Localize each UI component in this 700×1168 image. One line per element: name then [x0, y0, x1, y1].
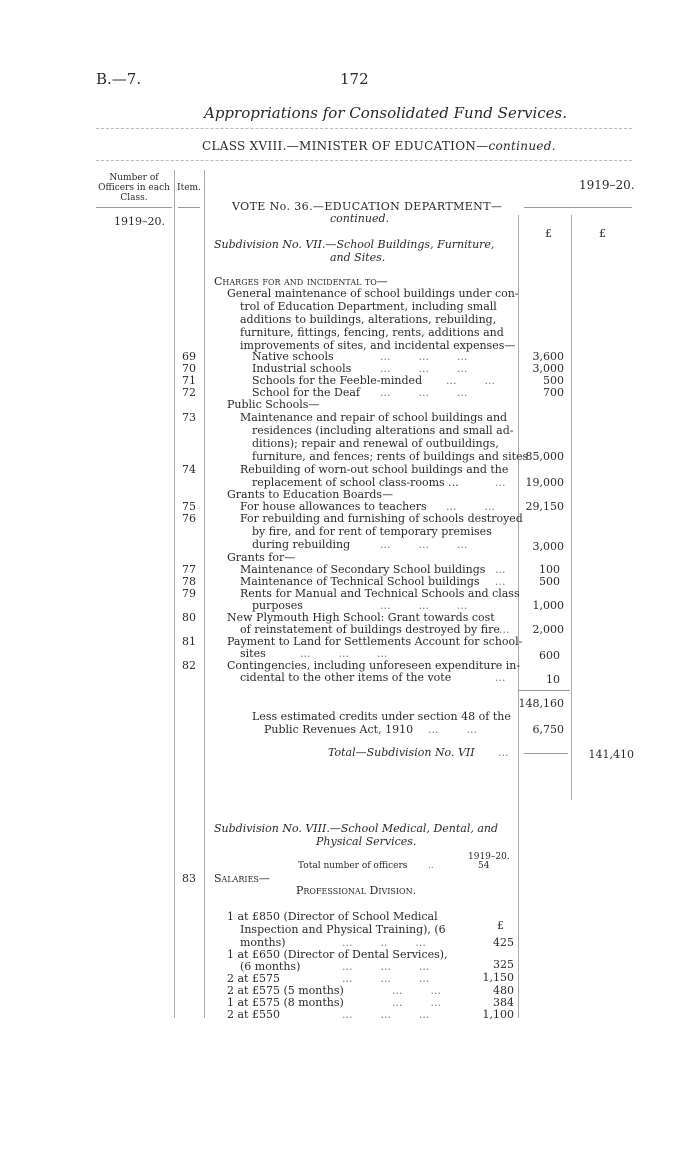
salary-line: 1 at £650 (Director of Dental Services), — [227, 948, 448, 961]
item-amount: 2,000 — [532, 623, 564, 636]
salary-line: Inspection and Physical Training), (6 — [240, 923, 446, 936]
leader-dots: ... ... ... — [380, 538, 468, 551]
salary-line: months) — [240, 936, 286, 949]
vote-title: VOTE No. 36.—EDUCATION DEPARTMENT— — [232, 200, 503, 213]
item-column-header: Item. — [177, 183, 201, 193]
leader-dots: ... — [495, 476, 506, 489]
page-title: Appropriations for Consolidated Fund Services. — [204, 104, 568, 122]
total-label: Total—Subdivision No. VII — [328, 746, 475, 759]
general-maintenance-line: additions to buildings, alterations, rebuilding, — [240, 313, 497, 326]
leader-dots: ... ... ... — [380, 599, 468, 612]
item-amount: 3,000 — [532, 362, 564, 375]
item-column-divider — [204, 170, 205, 1018]
officers-year-label: 1919–20. — [468, 852, 510, 862]
charges-heading: Charges for and incidental to— — [214, 275, 388, 288]
item-number: 81 — [182, 635, 196, 648]
salary-amount: 384 — [493, 996, 514, 1009]
leader-dots: ... ... ... — [380, 386, 468, 399]
general-maintenance-line: General maintenance of school buildings under con- — [227, 287, 519, 300]
leader-dots: ... — [498, 746, 509, 759]
item-text: Rebuilding of worn-out school buildings and the — [240, 463, 509, 476]
item-text: by fire, and for rent of temporary premises — [252, 525, 492, 538]
item-text: Payment to Land for Settlements Account for school- — [227, 635, 523, 648]
header-rule — [96, 128, 632, 129]
item-text: Maintenance of Technical School buildings — [240, 575, 480, 588]
less-credits-line: Public Revenues Act, 1910 — [264, 723, 414, 736]
salary-pound-sign: £ — [497, 919, 504, 932]
item-number: 83 — [182, 872, 196, 885]
class-rule — [96, 160, 632, 161]
salary-amount: 325 — [493, 958, 514, 971]
less-credits-line: Less estimated credits under section 48 of the — [252, 710, 511, 723]
amount-column-divider — [518, 215, 519, 1018]
item-text: Maintenance of Secondary School buildings — [240, 563, 486, 576]
item-text: of reinstatement of buildings destroyed by fire — [240, 623, 500, 636]
item-text: ditions); repair and renewal of outbuildings, — [252, 437, 499, 450]
subtotal-rule — [518, 690, 570, 691]
leader-dots: ... ... — [428, 723, 477, 736]
general-maintenance-line: furniture, fittings, fencing, rents, additions and — [240, 326, 504, 339]
officers-header-rule — [96, 207, 172, 208]
item-amount: 100 — [539, 563, 560, 576]
total-officers-label: Total number of officers — [298, 861, 408, 871]
item-text: Native schools — [252, 350, 334, 363]
leader-dots: ... ... ... — [342, 960, 430, 973]
less-credits-amount: 6,750 — [532, 723, 564, 736]
item-text: Rents for Manual and Technical Schools and class — [240, 587, 520, 600]
item-number: 75 — [182, 500, 196, 513]
item-number: 69 — [182, 350, 196, 363]
grants-for-heading: Grants for— — [227, 551, 296, 564]
leader-dots: ... — [495, 575, 506, 588]
year-column-header: 1919–20. — [579, 178, 635, 192]
item-text: purposes — [252, 599, 303, 612]
item-text: cidental to the other items of the vote — [240, 671, 452, 684]
item-number: 74 — [182, 463, 196, 476]
total-amount: 141,410 — [588, 748, 634, 761]
item-number: 70 — [182, 362, 196, 375]
subtotal-amount: 148,160 — [518, 697, 564, 710]
item-number: 73 — [182, 411, 196, 424]
salary-line: (6 months) — [240, 960, 301, 973]
item-number: 79 — [182, 587, 196, 600]
subdivision-8-title: Subdivision No. VIII.—School Medical, Dental, and — [214, 822, 499, 835]
total-column-divider — [571, 215, 572, 800]
general-maintenance-line: improvements of sites, and incidental expenses— — [240, 339, 516, 352]
item-amount: 29,150 — [525, 500, 564, 513]
item-number: 80 — [182, 611, 196, 624]
leader-dots: ... ... ... — [300, 647, 388, 660]
salary-line: 1 at £575 (8 months) — [227, 996, 344, 1009]
officers-column-divider — [174, 170, 175, 1018]
vote-continued: continued. — [330, 212, 390, 225]
year-header-rule — [524, 207, 632, 208]
total-rule — [524, 753, 568, 754]
item-text: furniture, and fences; rents of buildings and sites — [252, 450, 529, 463]
item-number: 77 — [182, 563, 196, 576]
salary-line: 1 at £850 (Director of School Medical — [227, 910, 438, 923]
leader-dots: ... ... ... — [380, 362, 468, 375]
item-text: residences (including alterations and small ad- — [252, 424, 514, 437]
item-number: 72 — [182, 386, 196, 399]
salaries-heading: Salaries— — [214, 872, 270, 885]
public-schools-heading: Public Schools— — [227, 398, 320, 411]
item-header-rule — [178, 207, 200, 208]
class-title: CLASS XVIII.—MINISTER OF EDUCATION—continued. — [202, 139, 556, 153]
leader-dots: ... ... — [446, 374, 495, 387]
leader-dots: .. — [428, 861, 434, 871]
item-amount: 3,000 — [532, 540, 564, 553]
officers-column-header: Number of Officers in each Class. — [98, 173, 170, 203]
item-amount: 10 — [546, 673, 560, 686]
item-amount: 85,000 — [525, 450, 564, 463]
item-text: For house allowances to teachers — [240, 500, 427, 513]
item-text: Schools for the Feeble-minded — [252, 374, 423, 387]
item-text: School for the Deaf — [252, 386, 360, 399]
item-text: during rebuilding — [252, 538, 351, 551]
salary-amount: 1,100 — [482, 1008, 514, 1021]
professional-division-heading: Professional Division. — [296, 884, 417, 897]
pound-column-1: £ — [545, 227, 552, 240]
item-amount: 500 — [539, 575, 560, 588]
item-number: 78 — [182, 575, 196, 588]
grants-boards-heading: Grants to Education Boards— — [227, 488, 394, 501]
item-text: Contingencies, including unforeseen expenditure in- — [227, 659, 521, 672]
item-amount: 700 — [543, 386, 564, 399]
item-text: replacement of school class-rooms ... — [252, 476, 459, 489]
item-number: 82 — [182, 659, 196, 672]
general-maintenance-line: trol of Education Department, including small — [240, 300, 497, 313]
item-text: Industrial schools — [252, 362, 352, 375]
salary-line: 2 at £550 — [227, 1008, 280, 1021]
leader-dots: ... ... ... — [342, 1008, 430, 1021]
item-amount: 600 — [539, 649, 560, 662]
leader-dots: ... .. ... — [342, 936, 426, 949]
item-text: Maintenance and repair of school buildings and — [240, 411, 508, 424]
item-text: New Plymouth High School: Grant towards cost — [227, 611, 495, 624]
pound-column-2: £ — [599, 227, 606, 240]
subdivision-7-title: Subdivision No. VII.—School Buildings, Furniture, — [214, 238, 495, 251]
subdivision-8-title-cont: Physical Services. — [316, 835, 417, 848]
item-number: 76 — [182, 512, 196, 525]
leader-dots: ... ... — [446, 500, 495, 513]
page-number: 172 — [340, 70, 369, 88]
salary-amount: 1,150 — [482, 971, 514, 984]
item-amount: 3,600 — [532, 350, 564, 363]
leader-dots: ... — [495, 671, 506, 684]
item-text: For rebuilding and furnishing of schools destroyed — [240, 512, 523, 525]
item-text: sites — [240, 647, 266, 660]
leader-dots: ... — [499, 623, 510, 636]
salary-amount: 480 — [493, 984, 514, 997]
document-reference: B.—7. — [96, 70, 142, 88]
subdivision-7-title-cont: and Sites. — [330, 251, 386, 264]
leader-dots: ... ... — [392, 996, 441, 1009]
leader-dots: ... ... ... — [380, 350, 468, 363]
leader-dots: ... — [495, 563, 506, 576]
salary-line: 2 at £575 — [227, 972, 280, 985]
salary-amount: 425 — [493, 936, 514, 949]
total-officers-count: 54 — [478, 861, 490, 871]
item-amount: 1,000 — [532, 599, 564, 612]
leader-dots: ... ... — [392, 984, 441, 997]
item-amount: 500 — [543, 374, 564, 387]
leader-dots: ... ... ... — [342, 972, 430, 985]
item-amount: 19,000 — [525, 476, 564, 489]
item-number: 71 — [182, 374, 196, 387]
officers-year: 1919–20. — [114, 215, 165, 228]
salary-line: 2 at £575 (5 months) — [227, 984, 344, 997]
